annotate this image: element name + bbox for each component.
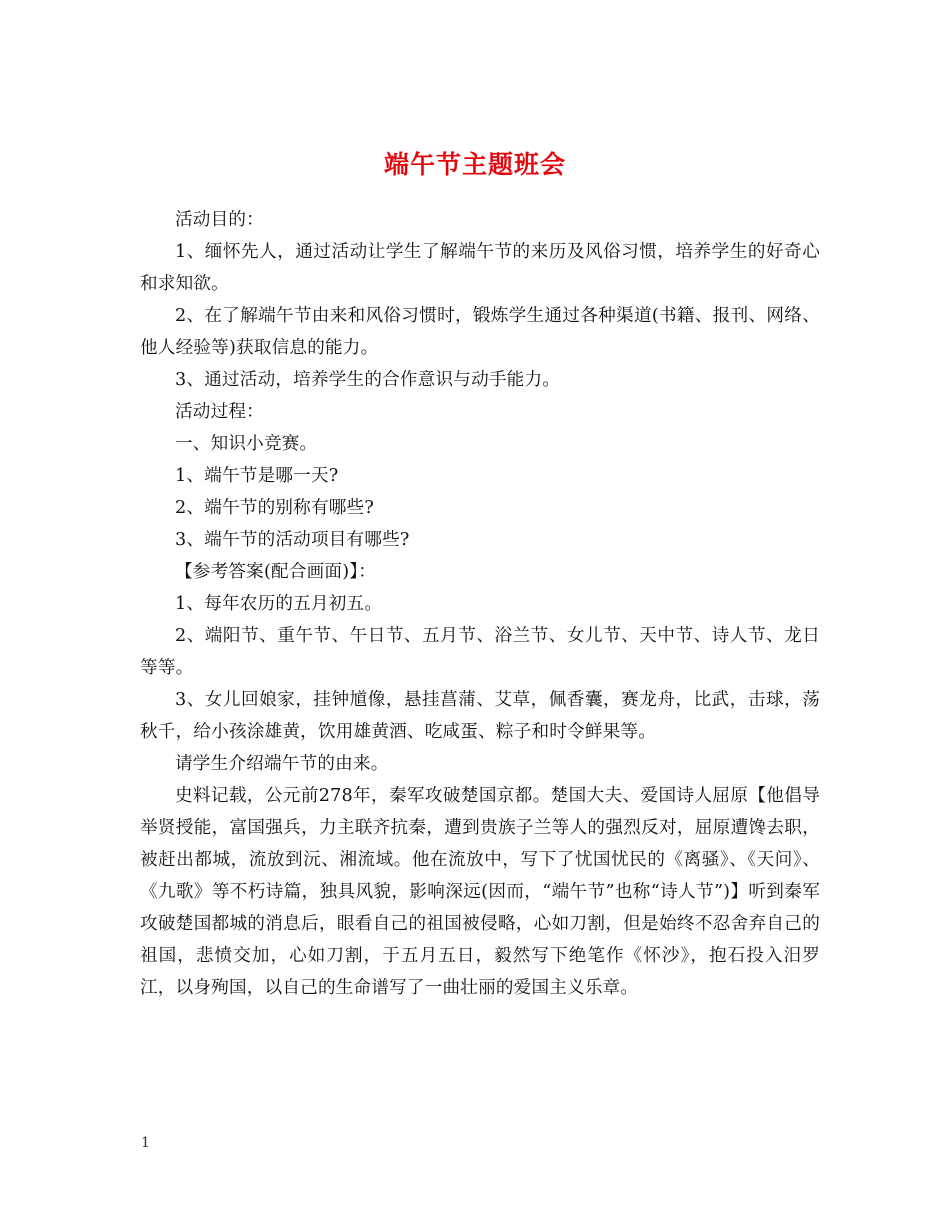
paragraph-question-3: 3、端午节的活动项目有哪些? — [175, 530, 410, 550]
paragraph-quiz-heading: 一、知识小竞赛。 — [175, 434, 318, 454]
paragraph-activity-process-heading: 活动过程： — [175, 402, 264, 422]
paragraph-answer-2: 2、端阳节、重午节、午日节、五月节、浴兰节、女儿节、天中节、诗人节、龙日等等。 — [140, 626, 820, 678]
paragraph-origin-prompt: 请学生介绍端午节的由来。 — [175, 754, 389, 774]
page-title: 端午节主题班会 — [383, 149, 566, 179]
paragraph-answers-heading: 【参考答案(配合画面)】： — [175, 562, 377, 582]
paragraph-goal-2: 2、在了解端午节由来和风俗习惯时，锻炼学生通过各种渠道(书籍、报刊、网络、他人经验等)获取信息的能力。 — [140, 306, 820, 358]
paragraph-origin-history: 史料记载，公元前278年，秦军攻破楚国京都。楚国大夫、爱国诗人屈原【他倡导举贤授能，富国强兵，力主联齐抗秦，遭到贵族子兰等人的强烈反对，屈原遭馋去职，被赶出都城，流放到沅、湘流域。他在流放中，写下了忧国忧民的《离骚》、《天问》、《九歌》等不朽诗篇，独具风貌，影响深远(因而，“端午节”也称“诗人节”)】听到秦军攻破楚国都城的消息后，眼看自己的祖国被侵略，心如刀割，但是始终不忍舍弃自己的祖国，悲愤交加，心如刀割，于五月五日，毅然写下绝笔作《怀沙》，抱石投入汨罗江，以身殉国，以自己的生命谱写了一曲壮丽的爱国主义乐章。 — [140, 786, 820, 998]
paragraph-activity-goal-heading: 活动目的： — [175, 210, 264, 230]
paragraph-question-2: 2、端午节的别称有哪些? — [175, 498, 374, 518]
paragraph-answer-1: 1、每年农历的五月初五。 — [175, 594, 383, 614]
paragraph-question-1: 1、端午节是哪一天? — [175, 466, 339, 486]
paragraph-goal-3: 3、通过活动，培养学生的合作意识与动手能力。 — [175, 370, 561, 390]
page-number: 1 — [141, 1135, 150, 1151]
document-body — [140, 204, 820, 1004]
paragraph-answer-3: 3、女儿回娘家，挂钟馗像，悬挂菖蒲、艾草，佩香囊，赛龙舟，比武，击球，荡秋千，给小孩涂雄黄，饮用雄黄酒、吃咸蛋、粽子和时令鲜果等。 — [140, 690, 820, 742]
paragraph-goal-1: 1、缅怀先人，通过活动让学生了解端午节的来历及风俗习惯，培养学生的好奇心和求知欲。 — [140, 242, 820, 294]
